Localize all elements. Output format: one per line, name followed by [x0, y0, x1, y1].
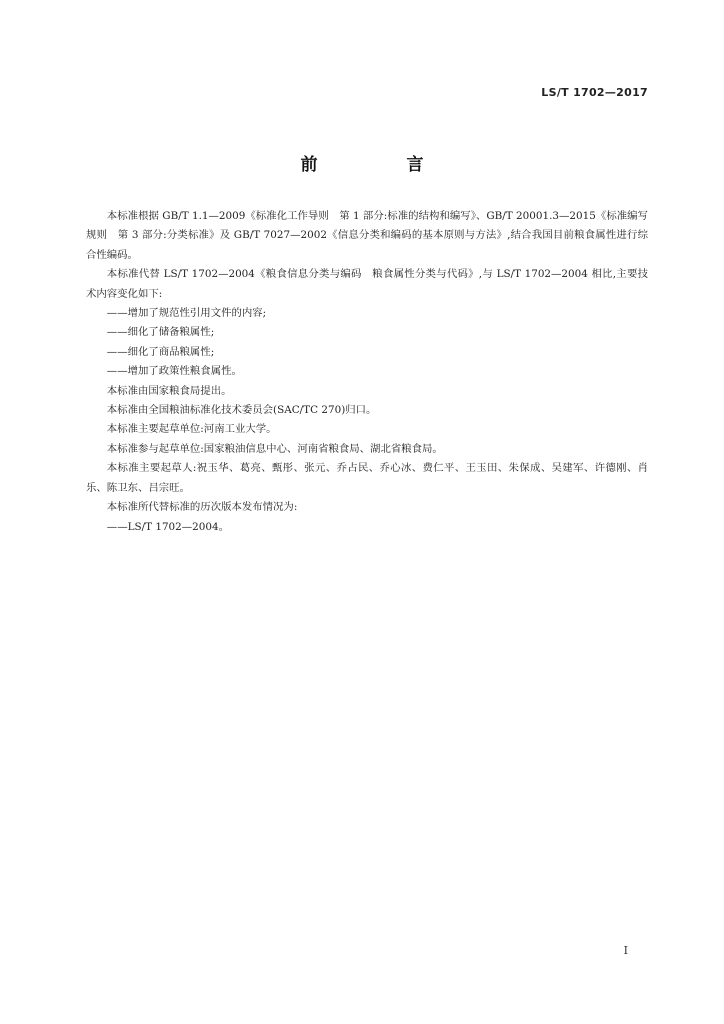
paragraph-basis: 本标准根据 GB/T 1.1—2009《标准化工作导则 第 1 部分:标准的结构和编写》、GB/T 20001.3—2015《标准编写规则 第 3 部分:分类标准》及 GB/T 7027—2002《信息分类和编码的基本原则与方法》,结合我国目前粮食属性进行综合性编码。: [86, 210, 648, 261]
page-title: 前 言: [300, 155, 460, 175]
paragraph-main-drafter-org: 本标准主要起草单位:河南工业大学。: [106, 423, 277, 436]
change-item: ——细化了储备粮属性;: [106, 326, 215, 339]
change-item: ——细化了商品粮属性;: [106, 345, 215, 358]
page-number: I: [623, 944, 628, 957]
history-item: ——LS/T 1702—2004。: [106, 520, 229, 533]
standard-number: LS/T 1702—2017: [541, 86, 648, 99]
paragraph-history-intro: 本标准所代替标准的历次版本发布情况为:: [106, 501, 298, 514]
change-item: ——增加了规范性引用文件的内容;: [106, 307, 267, 320]
paragraph-proposer: 本标准由国家粮食局提出。: [106, 384, 232, 397]
paragraph-participating-orgs: 本标准参与起草单位:国家粮油信息中心、河南省粮食局、湖北省粮食局。: [106, 442, 443, 455]
paragraph-replacement: 本标准代替 LS/T 1702—2004《粮食信息分类与编码 粮食属性分类与代码》,与 LS/T 1702—2004 相比,主要技术内容变化如下:: [86, 268, 648, 300]
change-item: ——增加了政策性粮食属性。: [106, 365, 242, 378]
foreword-body: [86, 207, 648, 537]
paragraph-drafters: 本标准主要起草人:祝玉华、葛亮、甄彤、张元、乔占民、乔心冰、费仁平、王玉田、朱保成、吴建军、许德刚、肖乐、陈卫东、吕宗旺。: [86, 462, 648, 494]
paragraph-committee: 本标准由全国粮油标准化技术委员会(SAC/TC 270)归口。: [106, 404, 377, 417]
